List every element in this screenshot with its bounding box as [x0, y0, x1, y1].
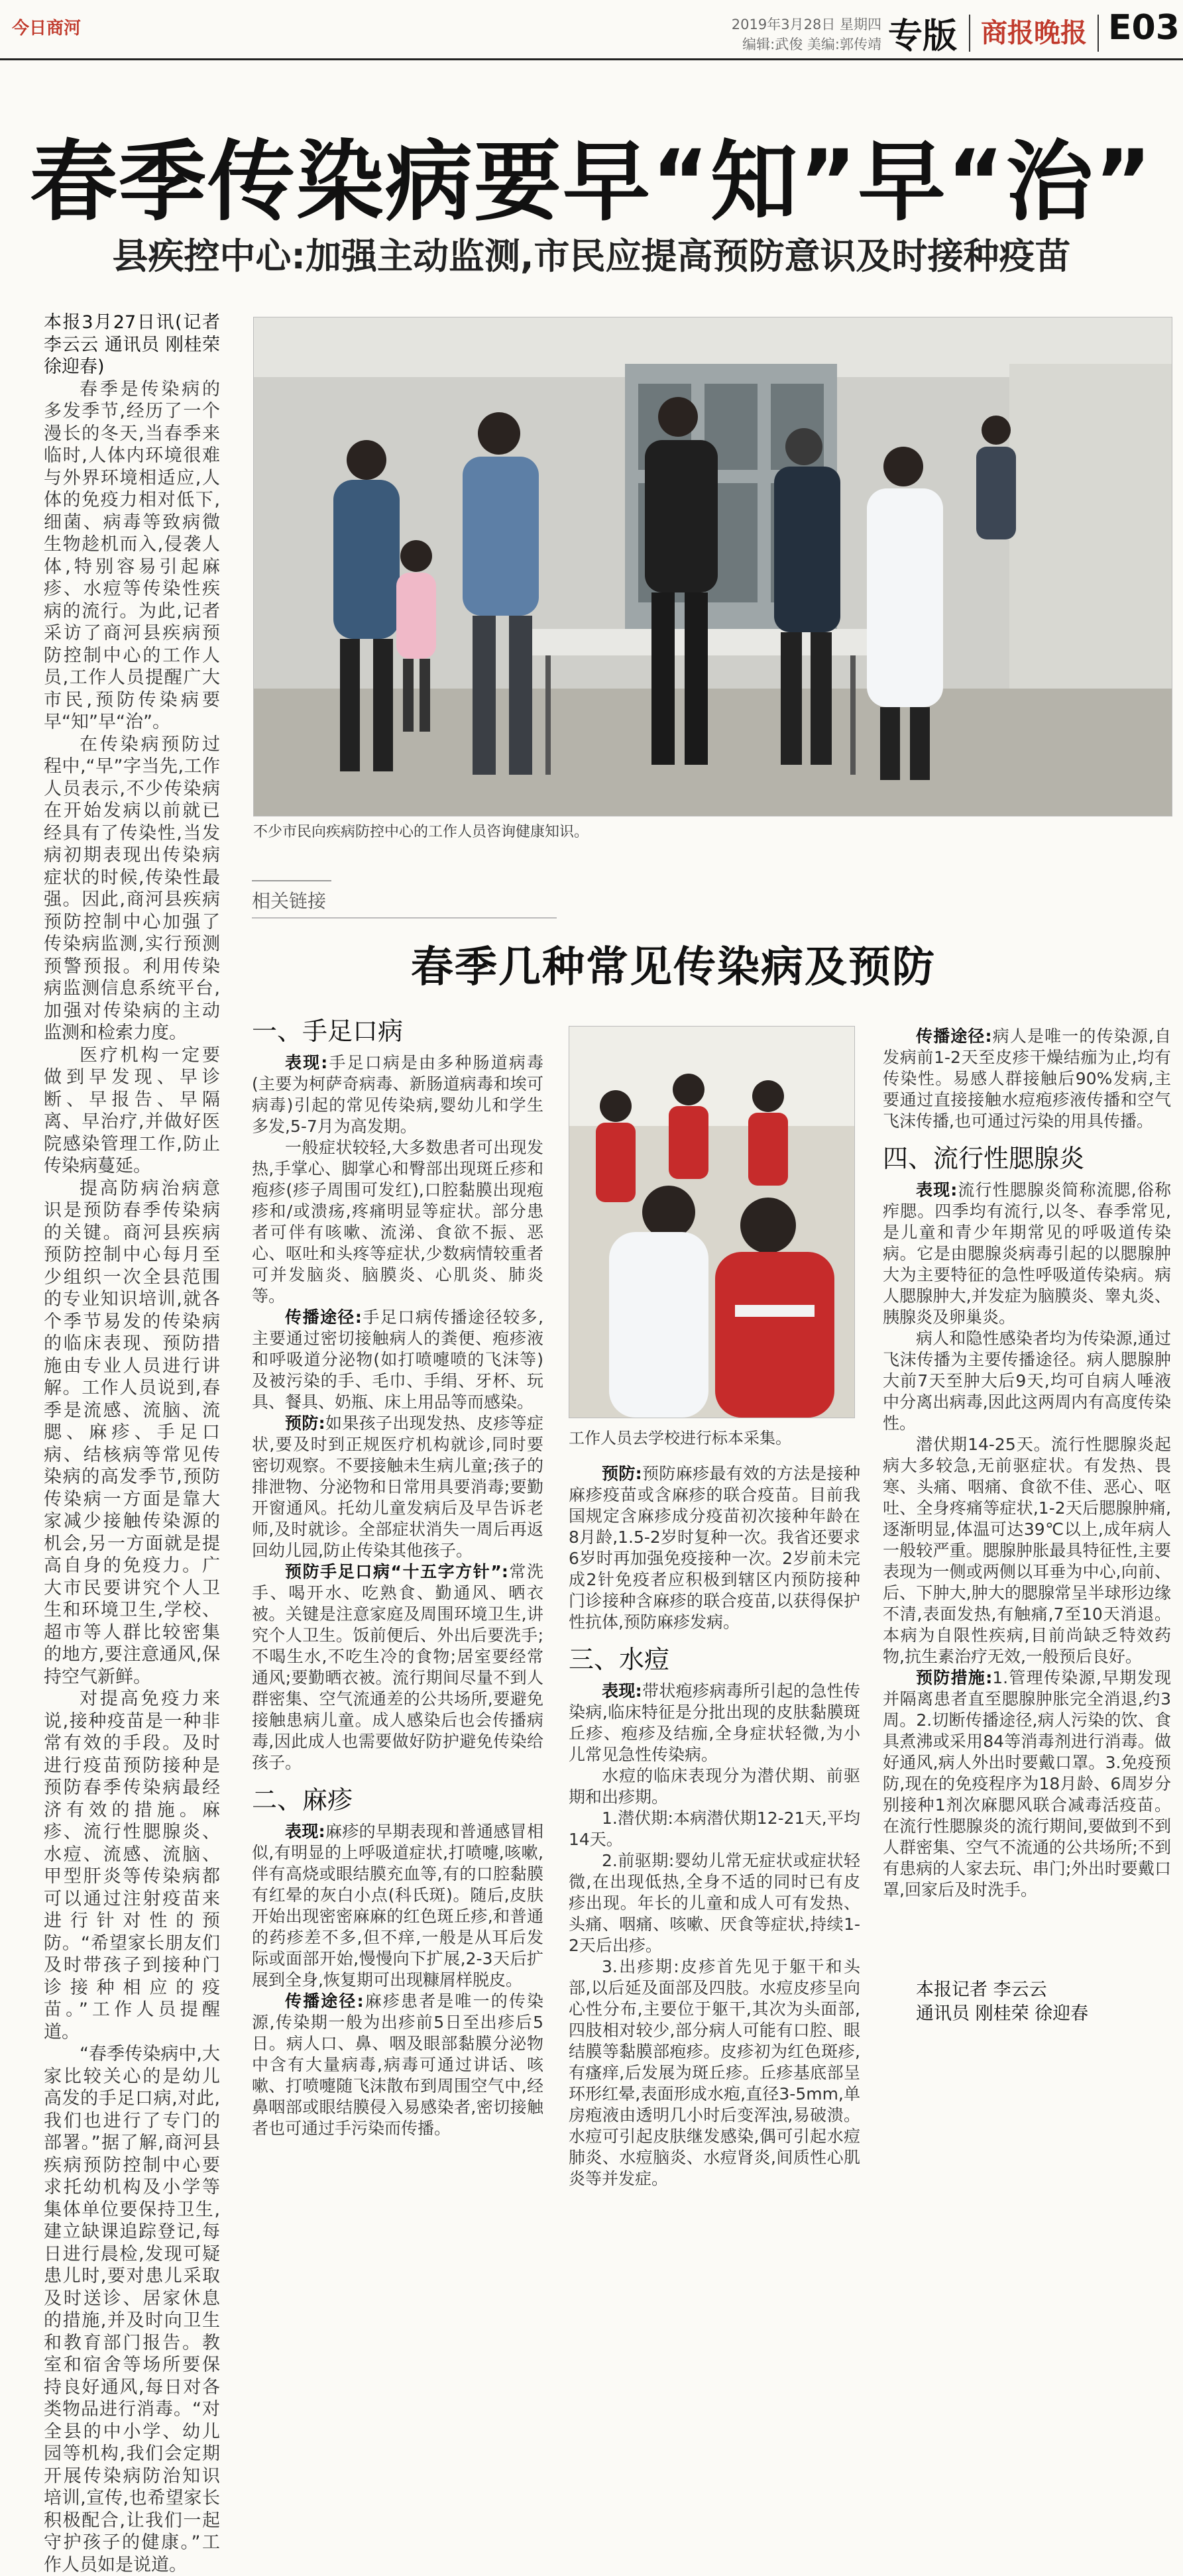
school-photo-illustration — [569, 1027, 854, 1418]
label-symptoms: 表现: — [285, 1822, 325, 1841]
page-number: E03 — [1108, 8, 1180, 48]
column-measles-chickenpox — [569, 1463, 860, 2190]
label-15-principles: 预防手足口病“十五字方针”: — [285, 1562, 508, 1581]
section-label: 专版 — [888, 17, 958, 56]
column-hfmd — [252, 1017, 544, 2139]
section-title-hfmd: 一、手足口病 — [252, 1017, 404, 1046]
date-line: 2019年3月28日 星期四 — [731, 17, 881, 32]
lead-paragraph: 在传染病预防过程中,“早”字当先,工作人员表示,不少传染病在开始发病以前就已经具有了传染性,当发病初期表现出传染病症状的时候,传染性最强。因此,商河县疾病预防控制中心加强了传染病监测,实行预测预警预报。利用传染病监测信息系统平台,加强对传染病的主动监测和检索力度。 — [44, 734, 220, 1043]
measles-prevention-text: 预防麻疹最有效的方法是接种麻疹疫苗或含麻疹的联合疫苗。目前我国规定含麻疹成分疫苗初次接种年龄在8月龄,1.5-2岁时复种一次。我省还要求6岁时再加强免疫接种一次。2岁前未完成2针免疫者应积极到辖区内预防接种门诊接种含麻疹的联合疫苗,以获得保护性抗体,预防麻疹发病。 — [569, 1464, 860, 1632]
chickenpox-transmission-text: 病人是唯一的传染源,自发病前1-2天至皮疹干燥结痂为止,均有传染性。易感人群接触后90%发病,主要通过直接接触水痘疱疹液传播和空气飞沫传播,也可通过污染的用具传播。 — [883, 1027, 1171, 1131]
headline: 春季传染病要早“知”早“治” — [29, 131, 1153, 233]
hfmd-prevention-text: 如果孩子出现发热、皮疹等症状,要及时到正规医疗机构就诊,同时要密切观察。不要接触未生病儿童;孩子的排泄物、分泌物和日常用具要消毒;要勤开窗通风。托幼儿童发病后及早告诉老师,及时就诊。全部症状消失一周后再返回幼儿园,防止传染其他孩子。 — [252, 1414, 543, 1560]
chickenpox-symptoms-text: 带状疱疹病毒所引起的急性传染病,临床特征是分批出现的皮肤黏膜斑丘疹、疱疹及结痂,全身症状轻微,为小儿常见急性传染病。 — [569, 1681, 860, 1764]
label-transmission: 传播途径: — [916, 1027, 992, 1046]
chickenpox-paragraph: 1.潜伏期:本病潜伏期12-21天,平均14天。 — [569, 1809, 860, 1849]
section-title-mumps: 四、流行性腮腺炎 — [883, 1144, 1085, 1173]
related-tag: 相关链接 — [252, 890, 327, 912]
main-photo-caption: 不少市民向疾病防控中心的工作人员咨询健康知识。 — [253, 824, 589, 840]
label-transmission: 传播途径: — [285, 1991, 364, 2011]
hfmd-symptoms-text: 手足口病是由多种肠道病毒(主要为柯萨奇病毒、新肠道病毒和埃可病毒)引起的常见传染病,婴幼儿和学生多发,5-7月为高发期。 — [252, 1053, 543, 1136]
section-title-measles: 二、麻疹 — [252, 1785, 353, 1815]
measles-transmission-text: 麻疹患者是唯一的传染源,传染期一般为出疹前5日至出疹后5日。病人口、鼻、咽及眼部黏膜分泌物中含有大量病毒,病毒可通过讲话、咳嗽、打喷嚏随飞沫散布到周围空气中,经鼻咽部或眼结膜侵入易感染者,密切接触者也可通过手污染而传播。 — [252, 1991, 543, 2138]
byline-reporter: 本报记者 李云云 — [916, 1980, 1047, 2000]
kicker: 今日商河 — [12, 19, 82, 38]
byline-correspondents: 通讯员 刚桂荣 徐迎春 — [916, 2003, 1089, 2024]
section-title-chickenpox: 三、水痘 — [569, 1645, 670, 1674]
label-prevention-measures: 预防措施: — [916, 1668, 993, 1687]
school-photo-caption: 工作人员去学校进行标本采集。 — [569, 1429, 791, 1447]
lead-paragraph: 春季是传染病的多发季节,经历了一个漫长的冬天,当春季来临时,人体内环境很难与外界环境相适应,人体的免疫力相对低下,细菌、病毒等致病微生物趁机而入,侵袭人体,特别容易引起麻疹、水痘等传染性疾病的流行。为此,记者采访了商河县疾病预防控制中心的工作人员,工作人员提醒广大市民,预防传染病要早“知”早“治”。 — [44, 378, 220, 732]
label-transmission: 传播途径: — [285, 1308, 362, 1327]
byline — [916, 1978, 1088, 2026]
related-rule — [252, 880, 331, 881]
label-symptoms: 表现: — [285, 1053, 328, 1072]
lead-article — [44, 311, 220, 2576]
label-prevention: 预防: — [602, 1464, 642, 1483]
hfmd-15-text: 常洗手、喝开水、吃熟食、勤通风、晒衣被。关键是注意家庭及周围环境卫生,讲究个人卫生。饭前便后、外出后要洗手;不喝生水,不吃生冷的食物;居室要经常通风;要勤晒衣被。流行期间尽量不到人群密集、空气流通差的公共场所,要避免接触患病儿童。成人感染后也会传播病毒,因此成人也需要做好防护避免传染给孩子。 — [252, 1562, 543, 1772]
lead-paragraph: 提高防病治病意识是预防春季传染病的关键。商河县疾病预防控制中心每月至少组织一次全县范围的专业知识培训,就各个季节易发的传染病的临床表现、预防措施由专业人员进行讲解。工作人员说到,春季是流感、流脑、流腮、麻疹、手足口病、结核病等常见传染病的高发季节,预防传染病一方面是靠大家减少接触传染源的机会,另一方面就是提高自身的免疫力。广大市民要讲究个人卫生和环境卫生,学校、超市等人群比较密集的地方,要注意通风,保持空气新鲜。 — [44, 1178, 220, 1687]
lead-paragraph: 医疗机构一定要做到早发现、早诊断、早报告、早隔离、早治疗,并做好医院感染管理工作,防止传染病蔓延。 — [44, 1044, 220, 1176]
mumps-paragraph: 病人和隐性感染者均为传染源,通过飞沫传播为主要传播途径。病人腮腺肿大前7天至肿大后9天,均可自病人唾液中分离出病毒,因此这两周内有高度传染性。 — [883, 1329, 1171, 1433]
chickenpox-paragraph: 2.前驱期:婴幼儿常无症状或症状轻微,在出现低热,全身不适的同时已有皮疹出现。年长的儿童和成人可有发热、头痛、咽痛、咳嗽、厌食等症状,持续1-2天后出疹。 — [569, 1851, 860, 1955]
subheadline: 县疾控中心:加强主动监测,市民应提高预防意识及时接种疫苗 — [112, 235, 1071, 277]
header-divider — [969, 15, 970, 52]
measles-symptoms-text: 麻疹的早期表现和普通感冒相似,有明显的上呼吸道症状,打喷嚏,咳嗽,伴有高烧或眼结膜充血等,有的口腔黏膜有红晕的灰白小点(科氏斑)。随后,皮肤开始出现密密麻麻的红色斑丘疹,和普通的药疹差不多,但不痒,一般是从耳后发际或面部开始,慢慢向下扩展,2-3天后扩展到全身,恢复期可出现糠屑样脱皮。 — [252, 1822, 543, 1989]
brand-logo: 商报晚报 — [981, 17, 1087, 48]
main-photo — [253, 317, 1172, 816]
lead-paragraph: 对提高免疫力来说,接种疫苗是一种非常有效的手段。及时进行疫苗预防接种是预防春季传染病最经济有效的措施。麻疹、流行性腮腺炎、水痘、流感、流脑、甲型肝炎等传染病都可以通过注射疫苗来进行针对性的预防。“希望家长朋友们及时带孩子到接种门诊接种相应的疫苗。”工作人员提醒道。 — [44, 1689, 220, 2043]
editor-line: 编辑:武俊 美编:郭传靖 — [742, 36, 881, 52]
label-symptoms: 表现: — [602, 1681, 642, 1701]
related-rule-2 — [252, 917, 557, 919]
chickenpox-paragraph: 3.出疹期:皮疹首先见于躯干和头部,以后延及面部及四肢。水痘皮疹呈向心性分布,主要位于躯干,其次为头面部,四肢相对较少,部分病人可能有口腔、眼结膜等黏膜部疱疹。皮疹初为红色斑疹,有瘙痒,后发展为斑丘疹。丘疹基底部呈环形红晕,表面形成水疱,直径3-5mm,单房疱液由透明几小时后变浑浊,易破溃。水痘可引起皮肤继发感染,偶可引起水痘肺炎、水痘脑炎、水痘肾炎,间质性心肌炎等并发症。 — [569, 1957, 860, 2188]
label-symptoms: 表现: — [916, 1180, 958, 1200]
lead-dateline: 本报3月27日讯(记者 李云云 通讯员 刚桂荣 徐迎春) — [44, 312, 220, 377]
mumps-paragraph: 潜伏期14-25天。流行性腮腺炎起病大多较急,无前驱症状。有发热、畏寒、头痛、咽痛、食欲不佳、恶心、呕吐、全身疼痛等症状,1-2天后腮腺肿痛,逐渐明显,体温可达39℃以上,成年病人一般较严重。腮腺肿胀最具特征性,主要表现为一侧或两侧以耳垂为中心,向前、后、下肿大,肿大的腮腺常呈半球形边缘不清,表面发热,有触痛,7至10天消退。本病为自限性疾病,目前尚缺乏特效药物,抗生素治疗无效,一般预后良好。 — [883, 1435, 1171, 1666]
header-rule — [0, 58, 1183, 60]
mumps-symptoms-text: 流行性腮腺炎简称流腮,俗称痄腮。四季均有流行,以冬、春季常见,是儿童和青少年期常见的呼吸道传染病。它是由腮腺炎病毒引起的以腮腺肿大为主要特征的急性呼吸道传染病。病人腮腺肿大,并发症为脑膜炎、睾丸炎、胰腺炎及卵巢炎。 — [883, 1180, 1172, 1327]
main-photo-illustration — [254, 317, 1172, 816]
lead-paragraph: “春季传染病中,大家比较关心的是幼儿高发的手足口病,对此,我们也进行了专门的部署。”据了解,商河县疾病预防控制中心要求托幼机构及小学等集体单位要保持卫生,建立缺课追踪登记,每日进行晨检,发现可疑患儿时,要对患儿采取及时送诊、居家休息的措施,并及时向卫生和教育部门报告。教室和宿舍等场所要保持良好通风,每日对各类物品进行消毒。“对全县的中小学、幼儿园等机构,我们会定期开展传染病防治知识培训,宣传,也希望家长积极配合,让我们一起守护孩子的健康。”工作人员如是说道。 — [44, 2044, 220, 2575]
label-prevention: 预防: — [285, 1414, 325, 1433]
school-photo — [569, 1026, 855, 1418]
mumps-prevention-text: 1.管理传染源,早期发现并隔离患者直至腮腺肿胀完全消退,约3周。2.切断传播途径,病人污染的饮、食具煮沸或采用84等消毒剂进行消毒。做好通风,病人外出时要戴口罩。3.免疫预防,现在的免疫程序为18月龄、6周岁分别接种1剂次麻腮风联合减毒活疫苗。在流行性腮腺炎的流行期间,要做到不到人群密集、空气不流通的公共场所;不到有患病的人家去玩、串门;外出时要戴口罩,回家后及时洗手。 — [883, 1668, 1171, 1899]
related-title: 春季几种常见传染病及预防 — [411, 943, 936, 992]
date-editor-meta — [722, 15, 881, 54]
column-mumps — [883, 1026, 1171, 1901]
hfmd-paragraph: 一般症状较轻,大多数患者可出现发热,手掌心、脚掌心和臀部出现斑丘疹和疱疹(疹子周围可发红),口腔黏膜出现疱疹和/或溃疡,疼痛明显等症状。部分患者可伴有咳嗽、流涕、食欲不振、恶心、呕吐和头疼等症状,少数病情较重者可并发脑炎、脑膜炎、心肌炎、肺炎等。 — [252, 1138, 543, 1306]
chickenpox-paragraph: 水痘的临床表现分为潜伏期、前驱期和出疹期。 — [569, 1766, 860, 1807]
hfmd-transmission-text: 手足口病传播途径较多,主要通过密切接触病人的粪便、疱疹液和呼吸道分泌物(如打喷嚏喷的飞沫等)及被污染的手、毛巾、手绢、牙杯、玩具、餐具、奶瓶、床上用品等而感染。 — [252, 1308, 544, 1412]
header-divider-2 — [1098, 15, 1099, 52]
